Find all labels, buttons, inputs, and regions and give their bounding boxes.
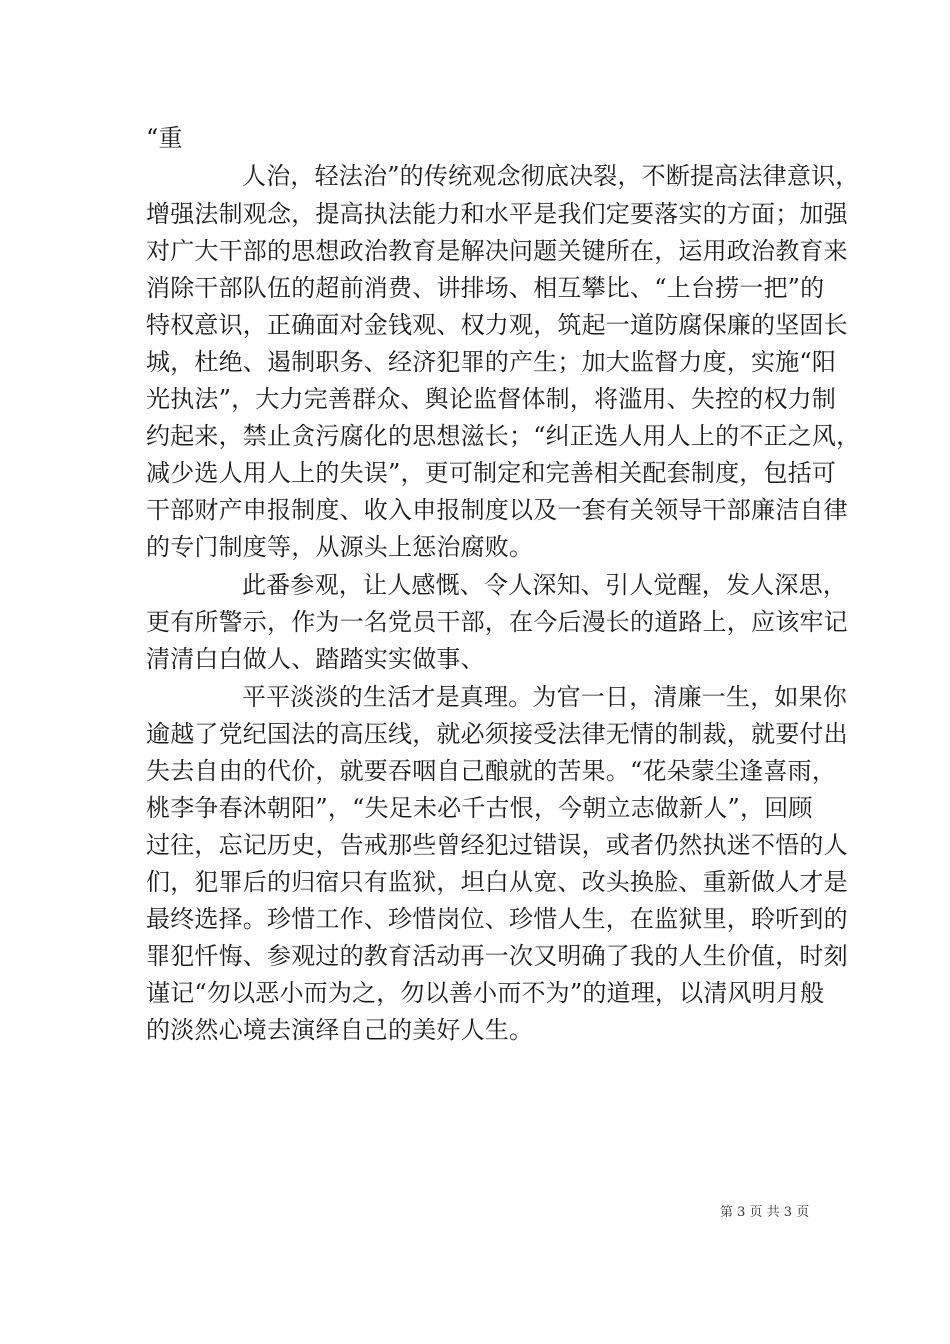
text-line: 的专门制度等，从源头上惩治腐败。: [146, 533, 534, 561]
text-line: 最终选择。珍惜工作、珍惜岗位、珍惜人生，在监狱里，聆听到的: [146, 905, 848, 933]
text-line: 更有所警示，作为一名党员干部，在今后漫长的道路上，应该牢记: [146, 608, 848, 636]
text-line: “重: [146, 124, 183, 152]
text-line: 对广大干部的思想政治教育是解决问题关键所在，运用政治教育来: [146, 237, 848, 265]
page-number: 第 3 页 共 3 页: [720, 1205, 810, 1220]
text-line: 逾越了党纪国法的高压线，就必须接受法律无情的制裁，就要付出: [146, 720, 848, 748]
text-line: 城，杜绝、遏制职务、经济犯罪的产生；加大监督力度，实施“阳: [146, 348, 837, 376]
paragraph-line: 此番参观，让人感慨、令人深知、引人觉醒，发人深思，: [242, 571, 847, 599]
text-line: 减少选人用人上的失误”，更可制定和完善相关配套制度，包括可: [146, 459, 837, 487]
text-line: 消除干部队伍的超前消费、讲排场、相互攀比、“上台捞一把”的: [146, 274, 825, 302]
paragraph-line: 人治，轻法治”的传统观念彻底决裂，不断提高法律意识，: [242, 162, 860, 190]
text-line: 特权意识，正确面对金钱观、权力观，筑起一道防腐保廉的坚固长: [146, 311, 848, 339]
text-line: 过往，忘记历史，告戒那些曾经犯过错误，或者仍然执迷不悟的人: [146, 831, 848, 859]
text-line: 清清白白做人、踏踏实实做事、: [146, 645, 485, 673]
text-line: 谨记“勿以恶小而为之，勿以善小而不为”的道理，以清风明月般: [146, 979, 825, 1007]
text-line: 的淡然心境去演绎自己的美好人生。: [146, 1016, 534, 1044]
text-line: 约起来，禁止贪污腐化的思想滋长；“纠正选人用人上的不正之风，: [146, 422, 861, 450]
text-line: 桃李争春沐朝阳”，“失足未必千古恨，今朝立志做新人”，回顾: [146, 794, 813, 822]
text-line: 光执法”，大力完善群众、舆论监督体制，将滥用、失控的权力制: [146, 385, 837, 413]
text-line: 增强法制观念，提高执法能力和水平是我们定要落实的方面；加强: [146, 200, 848, 228]
paragraph-line: 平平淡淡的生活才是真理。为官一日，清廉一生，如果你: [242, 683, 847, 711]
text-line: 们，犯罪后的归宿只有监狱，坦白从宽、改头换脸、重新做人才是: [146, 868, 848, 896]
text-line: 干部财产申报制度、收入申报制度以及一套有关领导干部廉洁自律: [146, 496, 848, 524]
text-line: 罪犯忏悔、参观过的教育活动再一次又明确了我的人生价值，时刻: [146, 942, 848, 970]
text-line: 失去自由的代价，就要吞咽自己酿就的苦果。“花朵蒙尘逢喜雨，: [146, 757, 837, 785]
